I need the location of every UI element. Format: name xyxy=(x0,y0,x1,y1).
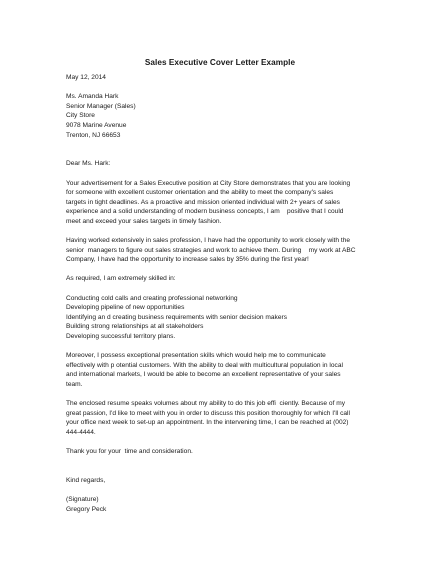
letter-body xyxy=(66,73,386,514)
skill-item: Developing pipeline of new opportunities xyxy=(66,304,185,312)
skills-intro: As required, I am extremely skilled in: xyxy=(66,275,176,283)
paragraph-line: effectively with p otential customers. With the ability to deal with multicultural population in local xyxy=(66,361,343,369)
paragraph-line: and international markets, I would be able to become an excellent representative of your sales xyxy=(66,371,341,379)
paragraph-line: for someone with excellent customer orientation and the ability to meet the company's sales xyxy=(66,189,334,197)
skill-item: Conducting cold calls and creating professional networking xyxy=(66,294,238,302)
paragraph-line: Your advertisement for a Sales Executive position at City Store demonstrates that you are looking xyxy=(66,179,351,187)
recipient-position: Senior Manager (Sales) xyxy=(66,102,136,110)
skills-list xyxy=(66,294,386,342)
signature-placeholder: (Signature) xyxy=(66,496,99,504)
paragraph-line: targets in tight deadlines. As a proactive and mission oriented individual with 2+ years of sales xyxy=(66,198,340,206)
paragraph-skills xyxy=(66,351,386,389)
document-title: Sales Executive Cover Letter Example xyxy=(144,58,296,67)
recipient-street: 9078 Marine Avenue xyxy=(66,121,127,129)
closing-line: Kind regards, xyxy=(66,476,106,484)
recipient-company: City Store xyxy=(66,112,95,120)
paragraph-closing xyxy=(66,399,386,437)
skill-item: Building strong relationships at all stakeholders xyxy=(66,323,204,331)
recipient-name: Ms. Amanda Hark xyxy=(66,93,119,101)
paragraph-line: experience and a solid understanding of modern business concepts, I am positive that I could xyxy=(66,208,344,216)
paragraph-line: senior managers to figure out sales strategies and work to achieve them. During my work at ABC xyxy=(66,246,356,254)
recipient-block xyxy=(66,92,386,140)
skill-item: Identifying an d creating business requirements with senior decision makers xyxy=(66,313,288,321)
paragraph-line: meet and exceed your sales targets in timely fashion. xyxy=(66,217,222,225)
recipient-city: Trenton, NJ 66653 xyxy=(66,131,121,139)
paragraph-experience xyxy=(66,236,386,265)
paragraph-line: Having worked extensively in sales profession, I have had the opportunity to work closely with the xyxy=(66,237,351,245)
salutation: Dear Ms. Hark: xyxy=(66,160,111,168)
paragraph-line: team. xyxy=(66,381,83,388)
paragraph-line: Moreover, I possess exceptional presentation skills which would help me to communicate xyxy=(66,352,326,360)
paragraph-line: great passion, I'd like to meet with you in order to discuss this position thoroughly for which I'll call xyxy=(66,409,350,417)
paragraph-line: Company, I have had the opportunity to increase sales by 35% during the first year! xyxy=(66,256,309,264)
paragraph-intro xyxy=(66,179,386,227)
skill-item: Developing successful territory plans. xyxy=(66,333,176,341)
paragraph-line: The enclosed resume speaks volumes about my ability to do this job effi ciently. Because of my xyxy=(66,400,346,408)
letter-date: May 12, 2014 xyxy=(66,74,106,81)
paragraph-line: 444-4444. xyxy=(66,428,96,436)
paragraph-line: your office next week to set-up an appointment. In the intervening time, I can be reached at (002) xyxy=(66,419,349,427)
thanks-line: Thank you for your time and consideration. xyxy=(66,448,193,456)
signer-name: Gregory Peck xyxy=(66,505,107,513)
